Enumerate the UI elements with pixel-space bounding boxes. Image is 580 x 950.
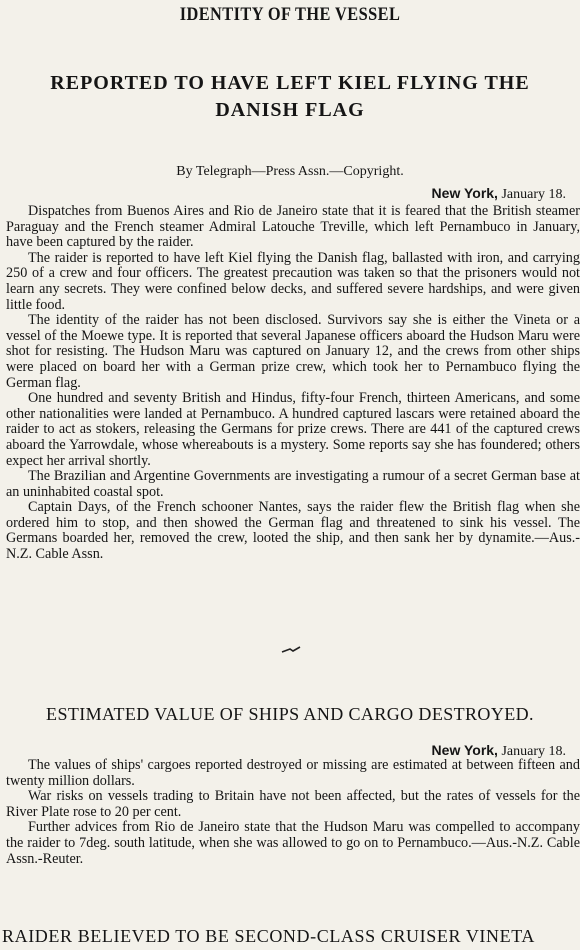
article1-paragraph: The identity of the raider has not been disclosed. Survivors say she is either the Vineta or a vessel of the Moewe type. It is reported that several Japanese officers aboard the Hudson Maru were shot for resisting. The Hudson Maru was captured on January 12, and the crews from other ships were placed on board her with a German prize crew, which took her to Pernambuco flying the German flag. <box>6 312 580 391</box>
dateline-article1 <box>432 185 566 203</box>
section2-paragraph: War risks on vessels trading to Britain have not been affected, but the rates of vessels for the River Plate rose to 20 per cent. <box>6 788 580 820</box>
section2-paragraph: The values of ships' cargoes reported destroyed or missing are estimated at between fifteen and twenty million dollars. <box>6 757 580 789</box>
article1-paragraph: Dispatches from Buenos Aires and Rio de Janeiro state that it is feared that the British steamer Paraguay and the French steamer Admiral Latouche Treville, which left Pernambuco in January, have been captured by the raider. <box>6 203 580 251</box>
section3-heading: RAIDER BELIEVED TO BE SECOND-CLASS CRUISER VINETA <box>2 926 535 946</box>
article1-paragraph: The raider is reported to have left Kiel flying the Danish flag, ballasted with iron, and carrying 250 of a crew and four officers. The greatest precaution was taken so that the prisoners would not learn any secrets. They were confined below decks, and suffered severe hardships, and were given little food. <box>6 249 580 313</box>
section2-paragraph: Further advices from Rio de Janeiro state that the Hudson Maru was compelled to accompany the raider to 7deg. south latitude, when she was allowed to go on to Pernambuco.—Aus.-N.Z. Cable Assn.-Reuter. <box>6 819 580 867</box>
byline: By Telegraph—Press Assn.—Copyright. <box>176 164 404 179</box>
dateline-place: New York, <box>431 742 498 758</box>
article1-body <box>6 204 580 563</box>
article1-paragraph: The Brazilian and Argentine Governments are investigating a rumour of a secret German base at an uninhabited coastal spot. <box>6 468 580 500</box>
headline: IDENTITY OF THE VESSEL <box>179 4 401 25</box>
dateline-place: New York, <box>431 185 498 201</box>
dateline-date: January 18. <box>501 744 566 759</box>
section2-heading: ESTIMATED VALUE OF SHIPS AND CARGO DESTROYED. <box>46 704 534 724</box>
dateline-date: January 18. <box>501 187 566 202</box>
separator-dash <box>281 644 301 659</box>
section2-body <box>6 758 580 867</box>
article1-paragraph: Captain Days, of the French schooner Nantes, says the raider flew the British flag when she ordered him to stop, and then showed the German flag and threatened to sink his vessel. The Germans boarded her, removed the crew, looted the ship, and then sank her by dynamite.—Aus.-N.Z. Cable Assn. <box>6 499 580 563</box>
subheadline: REPORTED TO HAVE LEFT KIEL FLYING THE DANISH FLAG <box>50 72 530 121</box>
article1-paragraph: One hundred and seventy British and Hindus, fifty-four French, thirteen Americans, and some other nationalities were landed at Pernambuco. A hundred captured lascars were retained aboard the raider to act as stokers, releasing the Germans for prize crews. There are 441 of the captured crews aboard the Yarrowdale, whose whereabouts is a mystery. Some reports say she has foundered; others expect her arrival shortly. <box>6 390 580 469</box>
